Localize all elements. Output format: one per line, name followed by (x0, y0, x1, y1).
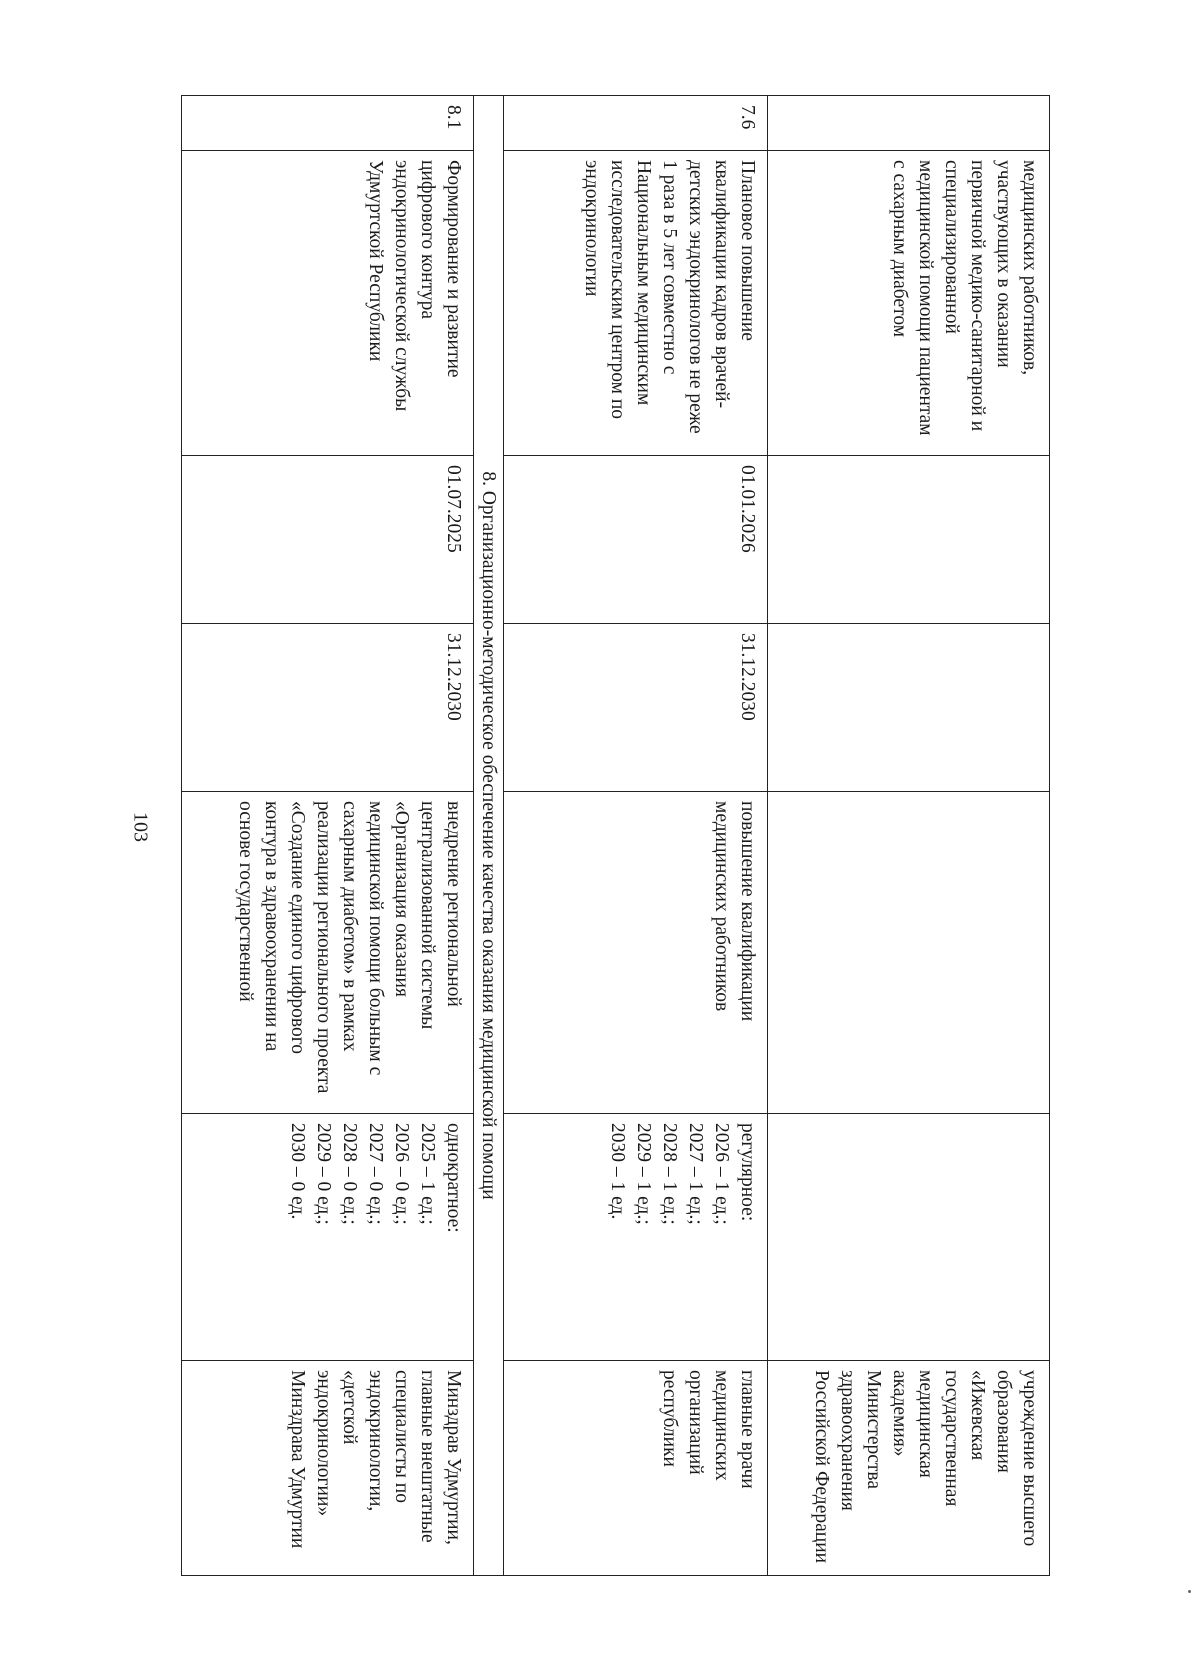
measures-table (181, 95, 1050, 1576)
cell-num: 8.1 (182, 96, 474, 151)
table-row-8-1 (182, 96, 474, 1576)
cell-activity: Плановое повышение квалификации кадров врачей-детских эндокринологов не реже 1 раза в 5 лет совместно с Национальным медицинским исследовательским центром по эндокринологии (504, 151, 768, 456)
cell-num (768, 96, 1050, 151)
cell-responsible: главные врачи медицинских организаций республики (504, 1361, 768, 1576)
cell-activity: медицинских работников, участвующих в оказании первичной медико-санитарной и специализированной медицинской помощи пациентам с сахарным диабетом (768, 151, 1050, 456)
cell-end-date (768, 624, 1050, 792)
cell-indicator (768, 1114, 1050, 1361)
scan-speck (1188, 1590, 1191, 1593)
cell-result: повышение квалификации медицинских работников (504, 792, 768, 1114)
page-number: 103 (129, 812, 152, 842)
cell-start-date (768, 456, 1050, 624)
section-title: 8. Организационно-методическое обеспечение качества оказания медицинской помощи (474, 96, 504, 1576)
section-heading-row (474, 96, 504, 1576)
cell-indicator: однократное: 2025 – 1 ед.; 2026 – 0 ед.; 2027 – 0 ед.; 2028 – 0 ед.; 2029 – 0 ед.; 2030 – 0 ед. (182, 1114, 474, 1361)
rotated-table-sheet (182, 95, 1050, 1575)
cell-num: 7.6 (504, 96, 768, 151)
table-row-continuation (768, 96, 1050, 1576)
cell-activity: Формирование и развитие цифрового контура эндокринологической службы Удмуртской Республики (182, 151, 474, 456)
cell-start-date: 01.01.2026 (504, 456, 768, 624)
cell-end-date: 31.12.2030 (504, 624, 768, 792)
cell-start-date: 01.07.2025 (182, 456, 474, 624)
cell-indicator: регулярное: 2026 – 1 ед.; 2027 – 1 ед.; 2028 – 1 ед.; 2029 – 1 ед.; 2030 – 1 ед. (504, 1114, 768, 1361)
cell-responsible: учреждение высшего образования «Ижевская государственная медицинская академия» Министерства здравоохранения Российской Федерации (768, 1361, 1050, 1576)
cell-result (768, 792, 1050, 1114)
table-row-7-6 (504, 96, 768, 1576)
cell-end-date: 31.12.2030 (182, 624, 474, 792)
cell-result: внедрение региональной централизованной системы «Организация оказания медицинской помощи больным с сахарным диабетом» в рамках реализации регионального проекта «Создание единого цифрового контура в здравоохранении на основе государственной (182, 792, 474, 1114)
cell-responsible: Минздрав Удмуртии, главные внештатные специалисты по эндокринологии, «детской эндокринологии» Минздрава Удмуртии (182, 1361, 474, 1576)
